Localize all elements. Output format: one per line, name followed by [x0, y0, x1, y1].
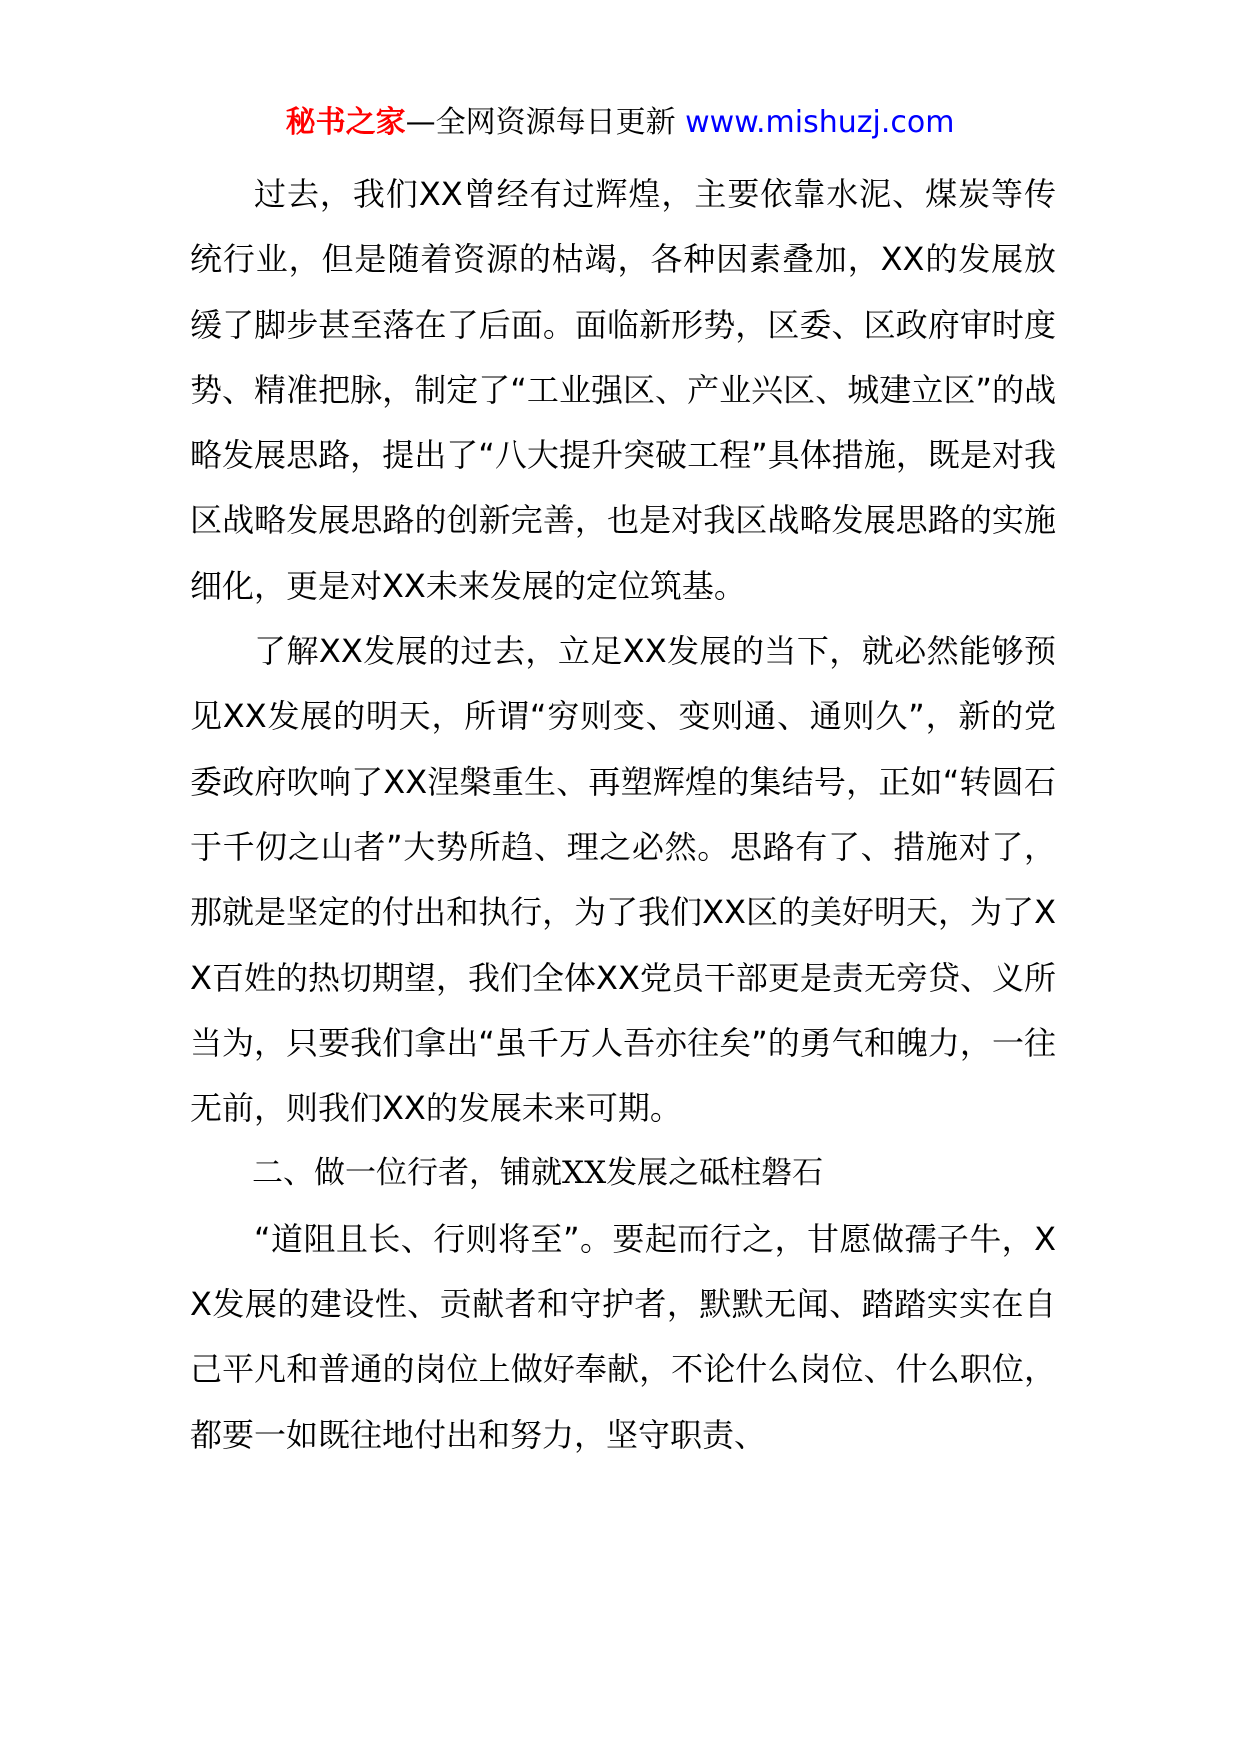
page-header [0, 101, 1240, 145]
brand-name: 秘书之家 [285, 105, 406, 140]
document-body [190, 162, 1056, 1468]
section-heading: 二、做一位行者，铺就XX发展之砥柱磐石 [252, 1155, 824, 1192]
paragraph: 过去，我们XX曾经有过辉煌，主要依靠水泥、煤炭等传统行业，但是随着资源的枯竭，各种因素叠加，XX的发展放缓了脚步甚至落在了后面。面临新形势，区委、区政府审时度势、精准把脉，制定了“工业强区、产业兴区、城建立区”的战略发展思路，提出了“八大提升突破工程”具体措施，既是对我区战略发展思路的创新完善，也是对我区战略发展思路的实施细化，更是对XX未来发展的定位筑基。 [190, 175, 1056, 605]
website-link[interactable]: www.mishuzj.com [685, 105, 955, 140]
paragraph: 了解XX发展的过去，立足XX发展的当下，就必然能够预见XX发展的明天，所谓“穷则变、变则通、通则久”，新的党委政府吹响了XX涅槃重生、再塑辉煌的集结号，正如“转圆石于千仞之山者”大势所趋、理之必然。思路有了、措施对了，那就是坚定的付出和执行，为了我们XX区的美好明天，为了XX百姓的热切期望，我们全体XX党员干部更是责无旁贷、义所当为，只要我们拿出“虽千万人吾亦往矣”的勇气和魄力，一往无前，则我们XX的发展未来可期。 [190, 632, 1056, 1128]
header-tagline: —全网资源每日更新 [405, 105, 686, 140]
paragraph: “道阻且长、行则将至”。要起而行之，甘愿做孺子牛，XX发展的建设性、贡献者和守护者，默默无闻、踏踏实实在自己平凡和普通的岗位上做好奉献，不论什么岗位、什么职位，都要一如既往地付出和努力，坚守职责、 [190, 1219, 1056, 1454]
